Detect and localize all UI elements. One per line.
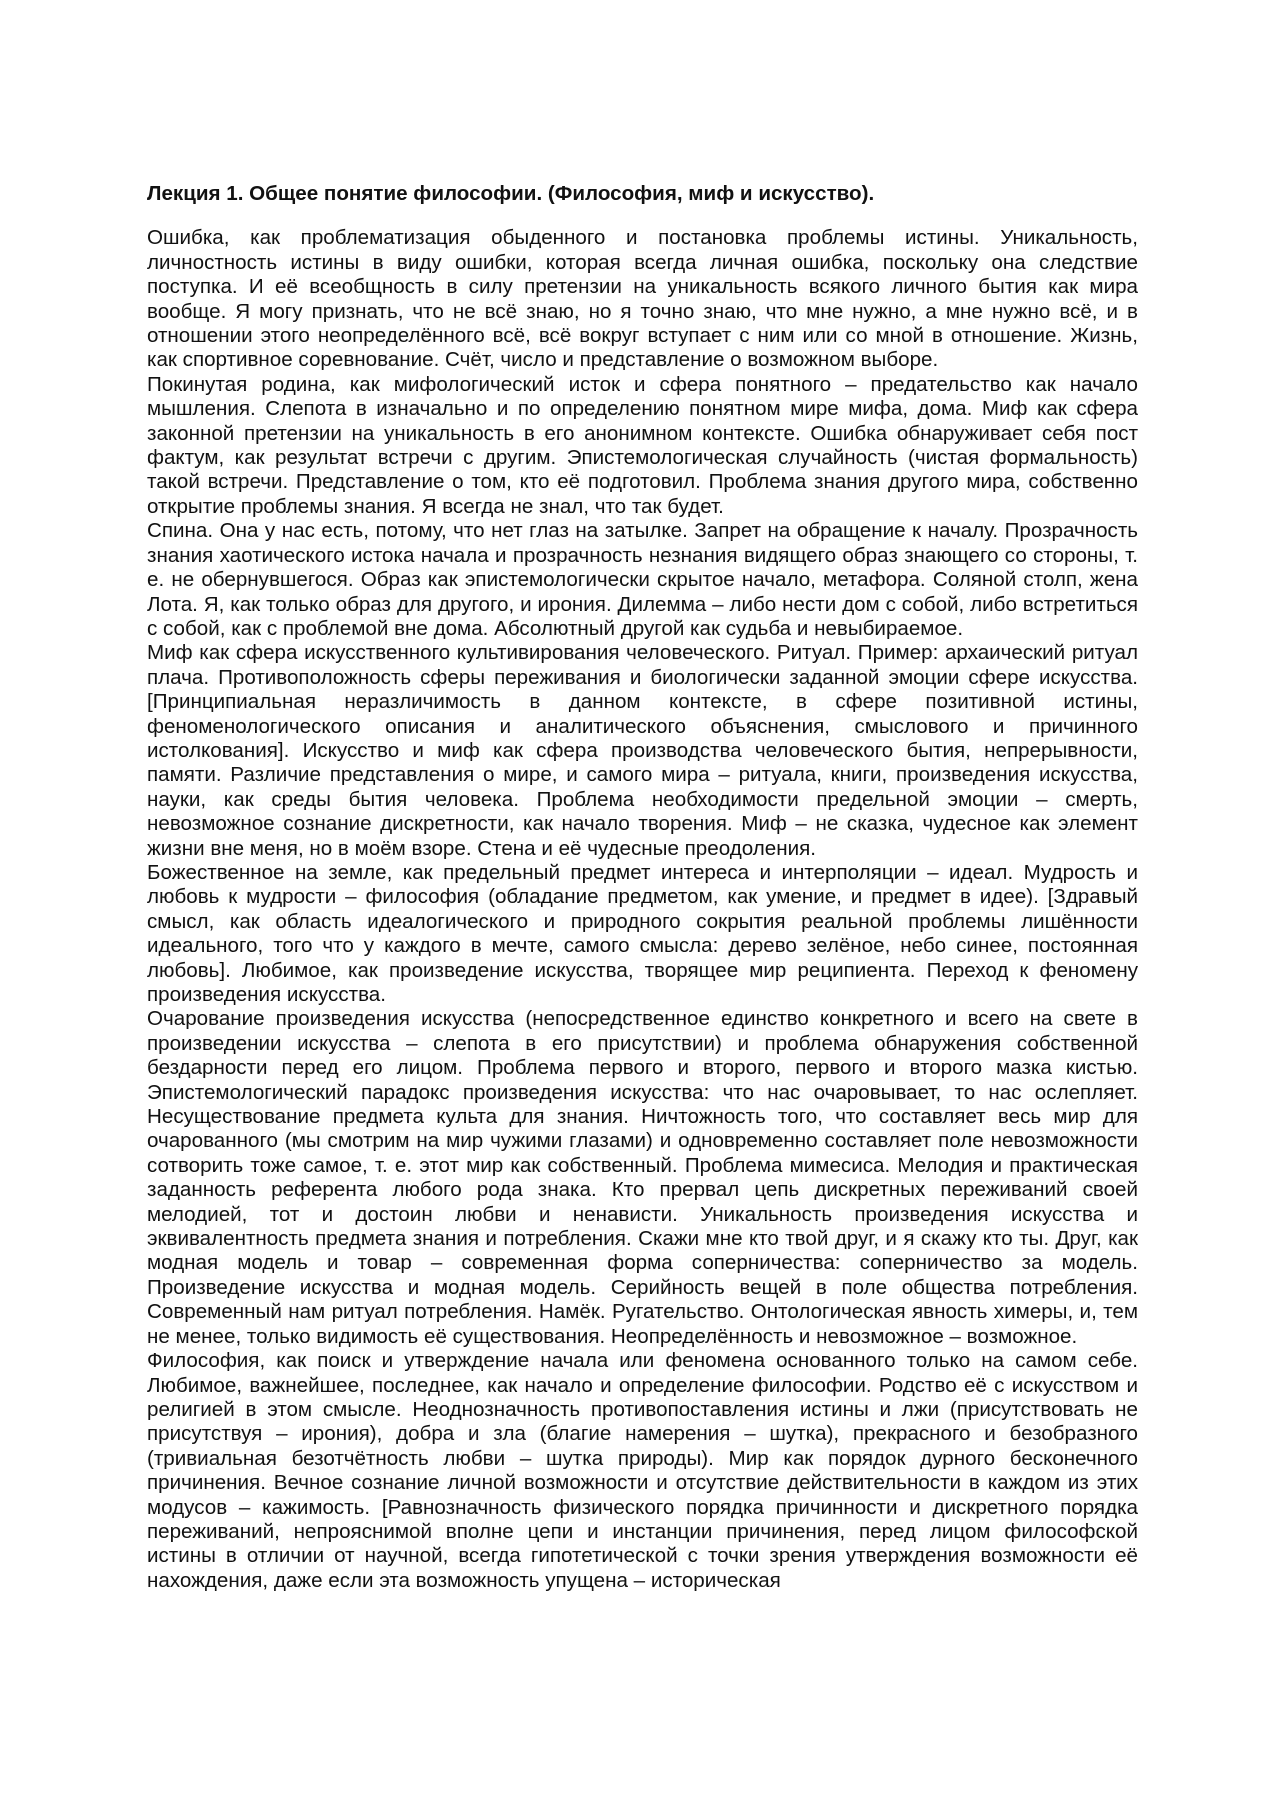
document-body — [147, 182, 1138, 1593]
paragraph-error-truth: Ошибка, как проблематизация обыденного и постановка проблемы истины. Уникальность, личностность истины в виду ошибки, которая всегда личная ошибка, поскольку она следствие поступка. И её всеобщность в силу претензии на уникальность всякого личного бытия как мира вообще. Я могу признать, что не всё знаю, но я точно знаю, что мне нужно, а мне нужно всё, и в отношении этого неопределённого всё, всё вокруг вступает с ним или со мной в отношение. Жизнь, как спортивное соревнование. Счёт, число и представление о возможном выборе. — [147, 226, 1138, 372]
paragraph-myth-ritual: Миф как сфера искусственного культивирования человеческого. Ритуал. Пример: архаический ритуал плача. Противоположность сферы переживания и биологически заданной эмоции сфере искусства. [Принципиальная неразличимость в данном контексте, в сфере позитивной истины, феноменологического описания и аналитического объяснения, смыслового и причинного истолкования]. Искусство и миф как сфера производства человеческого бытия, непрерывности, памяти. Различие представления о мире, и самого мира – ритуала, книги, произведения искусства, науки, как среды бытия человека. Проблема необходимости предельной эмоции – смерть, невозможное сознание дискретности, как начало творения. Миф – не сказка, чудесное как элемент жизни вне меня, но в моём взоре. Стена и её чудесные преодоления. — [147, 641, 1138, 860]
lecture-title: Лекция 1. Общее понятие философии. (Философия, миф и искусство). — [147, 182, 875, 205]
paragraph-divine-ideal: Божественное на земле, как предельный предмет интереса и интерполяции – идеал. Мудрость и любовь к мудрости – философия (обладание предметом, как умение, и предмет в идее). [Здравый смысл, как область идеалогического и природного сокрытия реальной проблемы лишённости идеального, того что у каждого в мечте, самого смысла: дерево зелёное, небо синее, постоянная любовь]. Любимое, как произведение искусства, творящее мир реципиента. Переход к феномену произведения искусства. — [147, 860, 1138, 1006]
paragraph-art-charm: Очарование произведения искусства (непосредственное единство конкретного и всего на свете в произведении искусства – слепота в его присутствии) и проблема обнаружения собственной бездарности перед его лицом. Проблема первого и второго, первого и второго мазка кистью. Эпистемологический парадокс произведения искусства: что нас очаровывает, то нас ослепляет. Несуществование предмета культа для знания. Ничтожность того, что составляет весь мир для очарованного (мы смотрим на мир чужими глазами) и одновременно составляет поле невозможности сотворить тоже самое, т. е. этот мир как собственный. Проблема мимесиса. Мелодия и практическая заданность референта любого рода знака. Кто прервал цепь дискретных переживаний своей мелодией, тот и достоин любви и ненависти. Уникальность произведения искусства и эквивалентность предмета знания и потребления. Скажи мне кто твой друг, и я скажу кто ты. Друг, как модная модель и товар – современная форма соперничества: соперничество за модель. Произведение искусства и модная модель. Серийность вещей в поле общества потребления. Современный нам ритуал потребления. Намёк. Ругательство. Онтологическая явность химеры, и, тем не менее, только видимость её существования. Неопределённость и невозможное – возможное. — [147, 1007, 1138, 1348]
paragraph-philosophy: Философия, как поиск и утверждение начала или феномена основанного только на самом себе. Любимое, важнейшее, последнее, как начало и определение философии. Родство её с искусством и религией в этом смысле. Неоднозначность противопоставления истины и лжи (присутствовать не присутствуя – ирония), добра и зла (благие намерения – шутка), прекрасного и безобразного (тривиальная безотчётность любви – шутка природы). Мир как порядок дурного бесконечного причинения. Вечное сознание личной возможности и отсутствие действительности в каждом из этих модусов – кажимость. [Равнозначность физического порядка причинности и дискретного порядка переживаний, непрояснимой вполне цепи и инстанции причинения, перед лицом философской истины в отличии от научной, всегда гипотетической с точки зрения утверждения возможности её нахождения, даже если эта возможность упущена – историческая — [147, 1349, 1138, 1592]
paragraph-abandoned-homeland: Покинутая родина, как мифологический исток и сфера понятного – предательство как начало мышления. Слепота в изначально и по определению понятном мире мифа, дома. Миф как сфера законной претензии на уникальность в его анонимном контексте. Ошибка обнаруживает себя пост фактум, как результат встречи с другим. Эпистемологическая случайность (чистая формальность) такой встречи. Представление о том, кто её подготовил. Проблема знания другого мира, собственно открытие проблемы знания. Я всегда не знал, что так будет. — [147, 372, 1138, 518]
paragraph-back: Спина. Она у нас есть, потому, что нет глаз на затылке. Запрет на обращение к началу. Прозрачность знания хаотического истока начала и прозрачность незнания видящего образ знающего со стороны, т. е. не обернувшегося. Образ как эпистемологически скрытое начало, метафора. Соляной столп, жена Лота. Я, как только образ для другого, и ирония. Дилемма – либо нести дом с собой, либо встретиться с собой, как с проблемой вне дома. Абсолютный другой как судьба и невыбираемое. — [147, 519, 1138, 640]
